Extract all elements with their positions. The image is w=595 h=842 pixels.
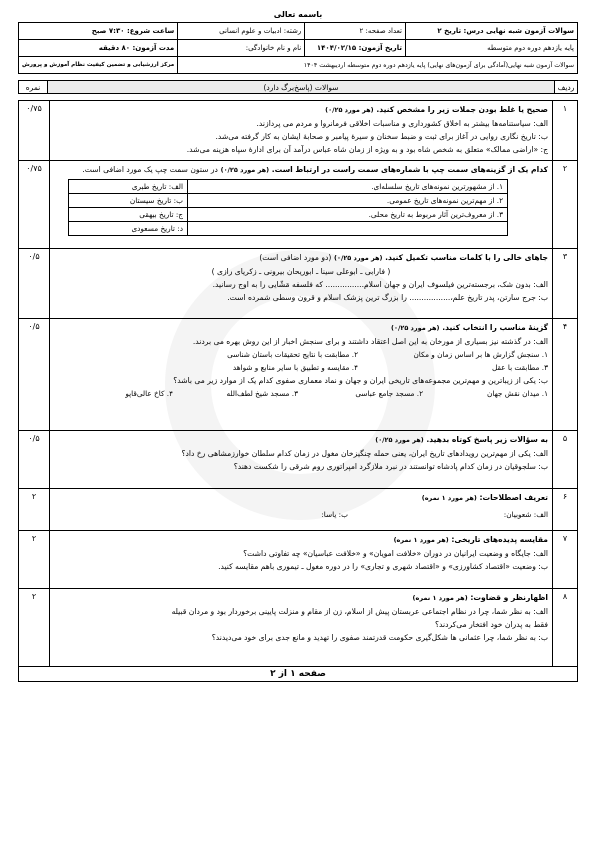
question-tail: در ستون سمت چپ یک مورد اضافی است. <box>82 165 218 174</box>
question-table-header <box>18 80 578 94</box>
match-option: ب: تاریخ سیستان <box>69 194 188 208</box>
question-body <box>50 101 553 161</box>
question-number: ۷ <box>553 531 578 589</box>
question-title: گزینهٔ مناسب را انتخاب کنید. <box>442 323 548 332</box>
compare-question-a: الف: جایگاه و وضعیت ایرانیان در دوران «خلافت امویان» و «خلافت عباسیان» چه تفاوتی داشت؟ <box>243 549 548 558</box>
question-note: (هر مورد ۰/۲۵) <box>375 436 424 444</box>
pages-count: تعداد صفحه: ۲ <box>305 23 406 40</box>
question-score: ۰/۵ <box>19 431 50 489</box>
grade-level: پایه یازدهم دوره دوم متوسطه <box>405 40 577 57</box>
question-body <box>50 589 553 667</box>
blank-sentence-a: الف: بدون شک، برجسته‌ترین فیلسوف ایران و جهان اسلام................ که فلسفه مَشّایی را به اوج رسانید. <box>212 280 548 289</box>
questions-table <box>18 100 578 682</box>
match-option: د: تاریخ مسعودی <box>69 222 188 236</box>
question-score: ۰/۷۵ <box>19 161 50 249</box>
statement-b: ب: تاریخ نگاری روایی در آغاز برای ثبت و ضبط سخنان و سیرهٔ پیامبر و صحابهٔ ایشان به کار گرفته می‌شد. <box>215 132 548 141</box>
opinion-question-a: الف: به نظر شما، چرا در نظام اجتماعی عربستان پیش از اسلام، زن از مقام و منزلت پایینی برخوردار بود و مردان قبیله <box>171 607 548 616</box>
question-title: اظهارنظر و قضاوت: <box>470 593 548 602</box>
question-title: تعریف اصطلاحات: <box>479 493 548 502</box>
exam-duration: مدت آزمون: ۸۰ دقیقه <box>19 40 178 57</box>
option-b2[interactable]: ۲. مسجد جامع عباسی <box>355 389 423 398</box>
term-a: الف: شعوبیان: <box>503 510 548 519</box>
question-note: (هر مورد ۰/۲۵) <box>325 106 374 114</box>
questions-header: سوالات (پاسخ‌برگ دارد) <box>48 81 555 94</box>
short-question-a: الف: یکی از مهم‌ترین رویدادهای تاریخ ایران، یعنی حمله چنگیزخان مغول در زمان کدام سلطان خوارزمشاهی رخ داد؟ <box>181 449 548 458</box>
question-note: (هر مورد ۱ نمره) <box>412 594 468 602</box>
question-score: ۰/۷۵ <box>19 101 50 161</box>
short-question-b: ب: سلجوقیان در زمان کدام پادشاه توانستند در نبرد ملازگرد امپراتوری روم شرقی را شکست دهند؟ <box>233 462 548 471</box>
question-body <box>50 431 553 489</box>
question-stem-b: ب: یکی از زیباترین و مهم‌ترین مجموعه‌های تاریخی ایران و جهان و نماد معماری صفوی کدام یک از موارد زیر می باشد؟ <box>173 376 548 385</box>
opinion-question-a-cont: فقط به پدران خود افتخار می‌کردند؟ <box>434 620 548 629</box>
option-a1[interactable]: ۱. سنجش گزارش ها بر اساس زمان و مکان <box>413 350 548 359</box>
question-row <box>19 431 578 489</box>
match-item: ۳. از معروف‌ترین آثار مربوط به تاریخ محلی. <box>188 208 508 222</box>
question-score: ۲ <box>19 589 50 667</box>
question-score: ۲ <box>19 531 50 589</box>
start-time: ساعت شروع: ۷:۳۰ صبح <box>19 23 178 40</box>
question-row <box>19 589 578 667</box>
question-row <box>19 161 578 249</box>
question-title: مقایسه پدیده‌های تاریخی: <box>451 535 548 544</box>
question-title: جاهای خالی را با کلمات مناسب تکمیل کنید. <box>385 253 548 262</box>
student-name-field[interactable]: نام و نام خانوادگی: <box>178 40 305 57</box>
statement-a: الف: سیاستنامه‌ها بیشتر به اخلاق کشورداری و مناسبات اخلاقی فرمانروا و مردم می پردازند. <box>256 119 548 128</box>
compare-question-b: ب: وضعیت «اقتصاد کشاورزی» و «اقتصاد شهری و تجاری» را در دوره مغول ـ تیموری باهم مقایسه کنید. <box>218 562 548 571</box>
exam-description: سوالات آزمون شبه نهایی(آمادگی برای آزمون‌های نهایی) پایه یازدهم دوره دوم متوسطه اردیبهشت ۱۴۰۴ <box>178 57 578 74</box>
question-stem-a: الف: در گذشته نیز بسیاری از مورخان به این اصل اعتقاد داشتند و برای سنجش اخبار از این روش بهره می بردند. <box>192 337 548 346</box>
question-row <box>19 101 578 161</box>
question-number: ۶ <box>553 489 578 531</box>
evaluation-center: مرکز ارزشیابی و تضمین کیفیت نظام آموزش و پرورش <box>19 57 178 74</box>
match-option: ج: تاریخ بیهقی <box>69 208 188 222</box>
option-b4[interactable]: ۴. کاخ عالی‌قاپو <box>125 389 173 398</box>
matching-table <box>68 179 508 236</box>
option-b3[interactable]: ۳. مسجد شیخ لطف‌الله <box>226 389 298 398</box>
question-row <box>19 319 578 431</box>
question-note: (هر مورد ۱ نمره) <box>421 494 477 502</box>
question-body <box>50 319 553 431</box>
match-item: ۱. از مشهورترین نمونه‌های تاریخ سلسله‌ای. <box>188 180 508 194</box>
option-a3[interactable]: ۳. مطابقت با عقل <box>491 363 548 372</box>
question-number: ۱ <box>553 101 578 161</box>
score-header: نمره <box>19 81 48 94</box>
match-option: الف: تاریخ طبری <box>69 180 188 194</box>
question-tail: (دو مورد اضافی است) <box>259 253 332 262</box>
question-body <box>50 489 553 531</box>
exam-title: سوالات آزمون شبه نهایی درس: تاریخ ۲ <box>405 23 577 40</box>
exam-header <box>18 22 578 74</box>
statement-c: ج: «اراضی ممالک» متعلق به شخص شاه بود و به ویژه از زمان شاه عباس درآمد آن برای ادارهٔ سپاه هزینه می‌شد. <box>186 145 548 154</box>
question-score: ۰/۵ <box>19 319 50 431</box>
page-number: صفحه ۱ از ۲ <box>19 667 578 682</box>
question-body <box>50 161 553 249</box>
question-number: ۲ <box>553 161 578 249</box>
footer-row <box>19 667 578 682</box>
option-a4[interactable]: ۴. مقایسه و تطبیق با سایر منابع و شواهد <box>232 363 358 372</box>
question-row <box>19 249 578 319</box>
field-name: رشته: ادبیات و علوم انسانی <box>178 23 305 40</box>
question-note: (هر مورد ۰/۲۵) <box>220 166 270 174</box>
exam-date: تاریخ آزمون: ۱۴۰۴/۰۲/۱۵ <box>305 40 406 57</box>
option-a2[interactable]: ۲. مطابقت با نتایج تحقیقات باستان شناسی <box>227 350 358 359</box>
match-item <box>188 222 508 236</box>
question-note: (هر مورد ۰/۲۵) <box>391 324 440 332</box>
question-number: ۴ <box>553 319 578 431</box>
question-number: ۵ <box>553 431 578 489</box>
question-row <box>19 531 578 589</box>
question-note: (هر مورد ۰/۲۵) <box>334 254 383 262</box>
opinion-question-b: ب: به نظر شما، چرا عثمانی ها شکل‌گیری حکومت قدرتمند صفوی را تهدید و مانع جدی برای خود می‌دیدند؟ <box>211 633 548 642</box>
question-body <box>50 249 553 319</box>
question-score: ۰/۵ <box>19 249 50 319</box>
question-score: ۲ <box>19 489 50 531</box>
question-row <box>19 489 578 531</box>
option-b1[interactable]: ۱. میدان نقش جهان <box>486 389 548 398</box>
question-number: ۳ <box>553 249 578 319</box>
word-bank: ( فارابی ـ ابوعلی سینا ـ ابوریحان بیرونی ـ زکریای رازی ) <box>211 267 391 276</box>
question-title: کدام یک از گزینه‌های سمت چپ با شماره‌های سمت راست در ارتباط است. <box>271 165 548 174</box>
blank-sentence-b: ب: جرج سارتن، پدر تاریخ علم،................. را بزرگ ترین پزشک اسلام و قرون وسطی شمرده است. <box>227 293 548 302</box>
question-body <box>50 531 553 589</box>
question-title: به سؤالات زیر پاسخ کوتاه بدهید. <box>426 435 548 444</box>
question-title: صحیح یا غلط بودن جملات زیر را مشخص کنید. <box>376 105 548 114</box>
row-header: ردیف <box>555 81 578 94</box>
term-b: ب: یاسا: <box>321 510 348 519</box>
exam-page <box>18 8 578 682</box>
bismillah: باسمه تعالی <box>273 10 323 19</box>
question-note: (هر مورد ۱ نمره) <box>393 536 449 544</box>
question-number: ۸ <box>553 589 578 667</box>
match-item: ۲. از مهم‌ترین نمونه‌های تاریخ عمومی. <box>188 194 508 208</box>
